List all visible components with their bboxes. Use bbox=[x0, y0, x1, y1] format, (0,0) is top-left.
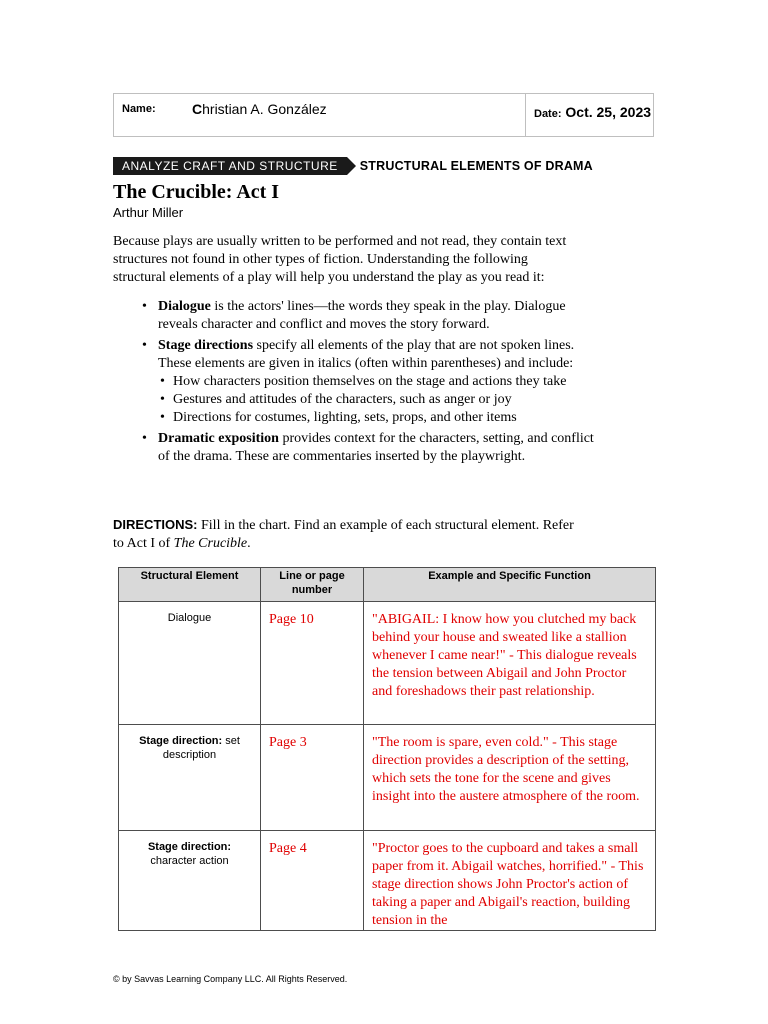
element-label: character action bbox=[150, 855, 229, 867]
intro-paragraph: Because plays are usually written to be performed and not read, they contain text structures not found in other types of fiction. Understanding the following structural elements of a play will help you understand the play as you read it: bbox=[113, 234, 567, 285]
directions-label: DIRECTIONS: bbox=[113, 517, 198, 532]
date-label: Date: bbox=[534, 108, 562, 120]
list-item-dialogue bbox=[140, 298, 600, 334]
table-row bbox=[119, 725, 656, 831]
elements-list bbox=[140, 298, 600, 469]
element-label-bold: Stage direction: bbox=[139, 735, 223, 747]
element-cell bbox=[119, 725, 261, 831]
directions-work-title: The Crucible bbox=[173, 536, 248, 551]
sub-item: • Directions for costumes, lighting, sets, props, and other items bbox=[158, 409, 600, 427]
column-header: Example and Specific Function bbox=[364, 568, 656, 602]
structural-elements-chart bbox=[118, 567, 656, 931]
name-rest: hristian A. González bbox=[202, 101, 327, 117]
name-first-letter: C bbox=[192, 101, 203, 117]
term-stage-directions: Stage directions bbox=[158, 338, 254, 353]
banner-topic: STRUCTURAL ELEMENTS OF DRAMA bbox=[359, 159, 593, 173]
name-value[interactable] bbox=[192, 101, 327, 117]
page-cell[interactable]: Page 3 bbox=[261, 725, 364, 831]
list-item-stage-directions bbox=[140, 337, 600, 427]
directions bbox=[113, 516, 583, 553]
table-row bbox=[119, 831, 656, 931]
copyright-footer: © by Savvas Learning Company LLC. All Rights Reserved. bbox=[113, 974, 348, 984]
name-label: Name: bbox=[122, 103, 156, 115]
definition-stage-directions: specify all elements of the play that are not spoken lines. These elements are given in italics (often within parentheses) and include: bbox=[158, 338, 575, 371]
sub-item: • Gestures and attitudes of the characters, such as anger or joy bbox=[158, 391, 600, 409]
page-cell[interactable]: Page 10 bbox=[261, 602, 364, 725]
table-header-row bbox=[119, 568, 656, 602]
element-label: set description bbox=[162, 735, 240, 761]
stage-directions-sublist bbox=[158, 373, 600, 427]
example-cell[interactable]: "The room is spare, even cold." - This stage direction provides a description of the setting, which sets the tone for the scene and gives insight into the austere atmosphere of the room. bbox=[364, 725, 656, 831]
student-info-box bbox=[113, 93, 654, 137]
author: Arthur Miller bbox=[113, 205, 184, 220]
page-title: The Crucible: Act I bbox=[113, 181, 280, 203]
element-cell bbox=[119, 831, 261, 931]
example-cell[interactable]: "Proctor goes to the cupboard and takes a small paper from it. Abigail watches, horrified." - This stage direction shows John Proctor's action of taking a paper and Abigail's reaction, building tension in the bbox=[364, 831, 656, 931]
element-label-bold: Stage direction: bbox=[147, 841, 232, 853]
table-row bbox=[119, 602, 656, 725]
example-cell[interactable]: "ABIGAIL: I know how you clutched my back behind your house and sweated like a stallion whenever I came near!" - This dialogue reveals the tension between Abigail and John Proctor and foreshadows their past relationship. bbox=[364, 602, 656, 725]
date-field[interactable] bbox=[534, 102, 652, 124]
definition-dramatic-exposition: provides context for the characters, setting, and conflict of the drama. These are commentaries inserted by the playwright. bbox=[158, 431, 594, 464]
list-item-dramatic-exposition bbox=[140, 430, 600, 466]
banner-category: ANALYZE CRAFT AND STRUCTURE bbox=[113, 157, 347, 175]
section-banner bbox=[113, 157, 593, 175]
column-header: Structural Element bbox=[119, 568, 261, 602]
page-cell[interactable]: Page 4 bbox=[261, 831, 364, 931]
element-label: Dialogue bbox=[167, 612, 212, 624]
term-dialogue: Dialogue bbox=[158, 299, 211, 314]
definition-dialogue: is the actors' lines—the words they speak in the play. Dialogue reveals character and conflict and moves the story forward. bbox=[158, 299, 566, 332]
term-dramatic-exposition: Dramatic exposition bbox=[158, 431, 279, 446]
header-divider bbox=[525, 94, 526, 136]
banner-arrow-icon bbox=[347, 157, 356, 175]
directions-text: Fill in the chart. Find an example of each structural element. Refer to Act I of bbox=[113, 518, 574, 551]
element-cell bbox=[119, 602, 261, 725]
date-value: Oct. 25, 2023 bbox=[565, 104, 652, 120]
sub-item: • How characters position themselves on the stage and actions they take bbox=[158, 373, 600, 391]
column-header: Line or page number bbox=[261, 568, 364, 602]
directions-end: . bbox=[247, 536, 251, 551]
